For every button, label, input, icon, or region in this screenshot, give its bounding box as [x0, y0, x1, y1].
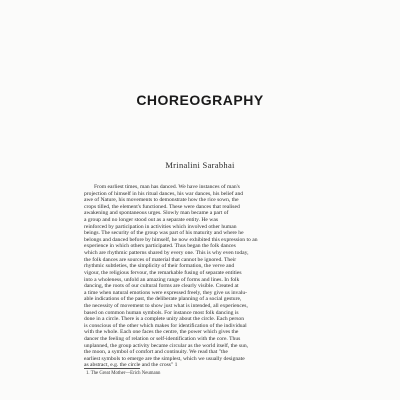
body-line: done in a circle. There is a complete unity about the circle. Each person: [84, 316, 245, 323]
body-line: which are rhythmic patterns shared by every one. This is why even today,: [84, 250, 249, 257]
body-line: dancer the feeling of relation or self-identification with the core. Thus: [84, 336, 241, 343]
body-line: earliest symbols to emerge are the simplest, which we usually designate: [84, 355, 245, 362]
body-line: experience in which others participated. Thus began the folk dances: [84, 243, 236, 250]
body-line: unplanned, the group activity became circular as the world itself, the sun,: [84, 342, 249, 349]
body-line: belongs and danced before by himself, he now exhibited this expression to an: [84, 236, 258, 243]
body-line: reinforced by participation in activities which involved other human: [84, 223, 237, 230]
body-line: dancing, the roots of our cultural forms are clearly visible. Created at: [84, 283, 239, 290]
body-line: vigour, the religious fervour, the remarkable fusing of separate entities: [84, 269, 242, 276]
body-line: based on common human symbols. For instance most folk dancing is: [84, 309, 239, 316]
body-line: into a wholeness, unfold an amazing range of forms and lines. In folk: [84, 276, 240, 283]
body-line: rhythmic subtleties, the simplicity of their formation, the verve and: [84, 263, 235, 270]
body-line: projection of himself in his ritual dances, his war dances, his belief and: [84, 190, 244, 197]
body-line: awe of Nature, his movements to demonstrate how the rice sown, the: [84, 197, 239, 204]
body-line: From earliest times, man has danced. We have instances of man's: [94, 184, 240, 190]
chapter-title: CHOREOGRAPHY: [136, 92, 264, 108]
footnote-rule: [84, 368, 140, 369]
body-line: is conscious of the other which makes for identification of the individual: [84, 322, 247, 329]
body-line: a group and no longer stood out as a separate entity. He was: [84, 217, 219, 224]
body-line: a time when natural emotions were expressed freely, they give us invalu-: [84, 289, 248, 296]
body-line: beings. The security of the group was part of his maturity and where he: [84, 230, 244, 237]
author-name: Mrinalini Sarabhai: [165, 160, 235, 170]
body-line: as abstract, e.g. the circle and the cross" 1: [84, 362, 178, 369]
body-line: able indications of the past, the deliberate planning of a social gesture,: [84, 296, 242, 303]
body-line: awakening and spontaneous urges. Slowly man became a part of: [84, 210, 229, 217]
body-line: the moon, a symbol of comfort and continuity. We read that "the: [84, 349, 228, 356]
body-line: the necessity of movement to show just what is intended, all experiences,: [84, 302, 248, 309]
body-paragraph: [84, 184, 332, 369]
body-line: crops tilled, the element's functioned. These were dances that realised: [84, 203, 240, 210]
footnote: 1. The Great Mother—Erich Neumann: [86, 371, 161, 376]
body-line: the folk dances are sources of material that cannot be ignored. Their: [84, 256, 237, 263]
body-line: with the whole. Each one faces the centre, the power which gives the: [84, 329, 239, 336]
